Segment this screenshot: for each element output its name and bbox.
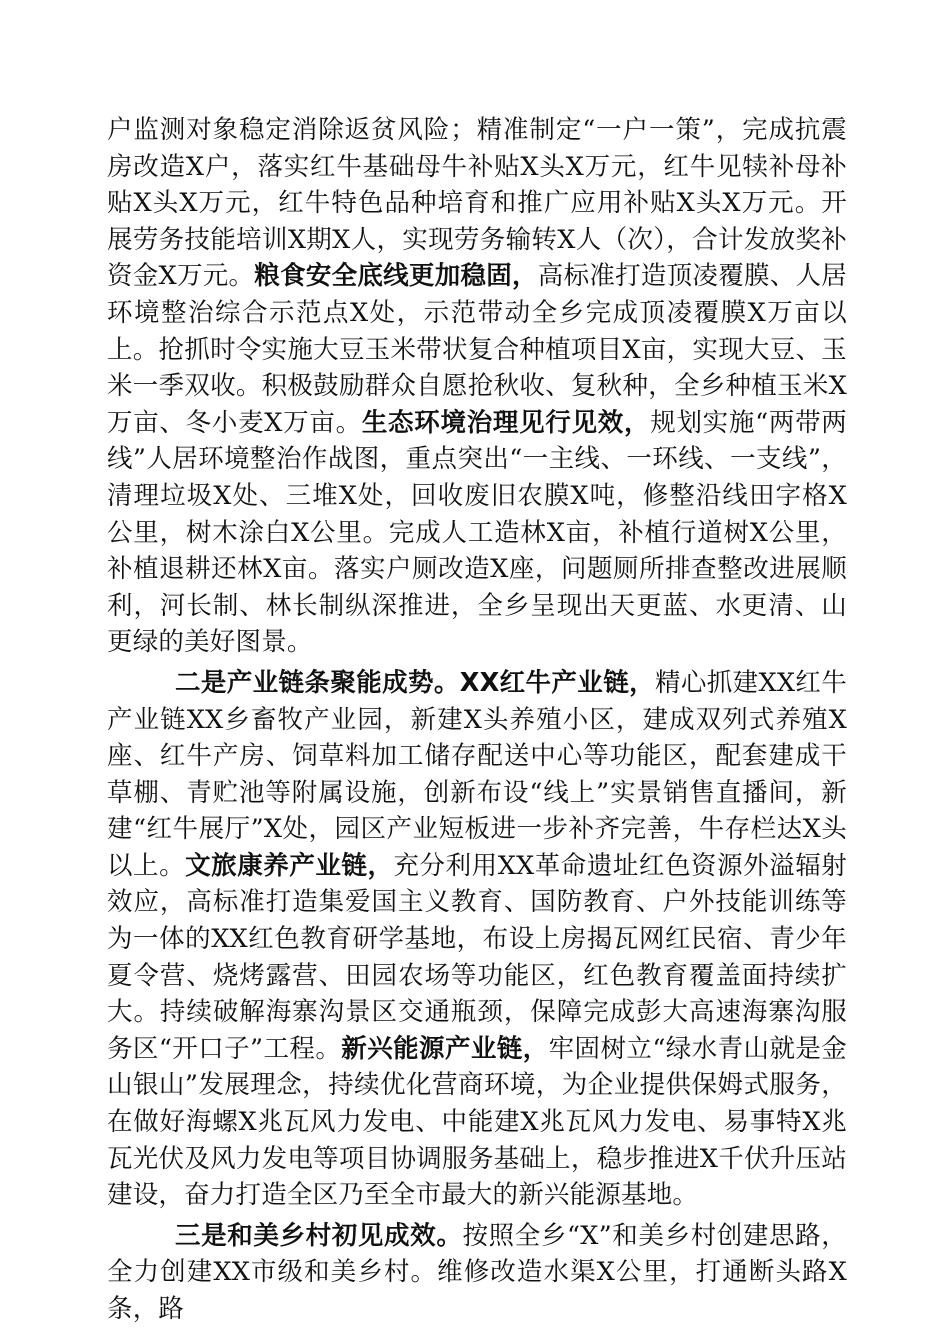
heading-grain-security: 粮食安全底线更加稳固， [254, 261, 538, 292]
paragraph-1 [107, 112, 847, 661]
document-body [107, 112, 847, 1328]
paragraph-3 [107, 1218, 847, 1328]
paragraph-text: 户监测对象稳定消除返贫风险；精准制定“一户一策”，完成抗震房改造X户，落实红牛基础母牛补贴X头X万元，红牛见犊补母补贴X头X万元，红牛特色品种培育和推广应用补贴X头X万元。开展劳务技能培训X期X人，实现劳务输转X人（次），合计发放奖补资金X万元。 [107, 115, 847, 292]
paragraph-text: 精心抓建XX红牛产业链XX乡畜牧产业园，新建X头养殖小区，建成双列式养殖X座、红牛产房、饲草料加工储存配送中心等功能区，配套建成干草棚、青贮池等附属设施，创新布设“线上”实景销售直播间，新建“红牛展厅”X处，园区产业短板进一步补齐完善，牛存栏达X头以上。 [107, 667, 847, 881]
heading-ecological-governance: 生态环境治理见行见效， [361, 407, 651, 438]
paragraph-2 [107, 665, 847, 1214]
paragraph-text: 规划实施“两带两线”人居环境整治作战图，重点突出“一主线、一环线、一支线”，清理垃圾X处、三堆X处，回收废旧农膜X吨，修整沿线田字格X公里，树木涂白X公里。完成人工造林X亩，补植行道树X公里，补植退耕还林X亩。落实户厕改造X座，问题厕所排查整改进展顺利，河长制、林长制纵深推进，全乡呈现出天更蓝、水更清、山更绿的美好图景。 [107, 407, 848, 658]
paragraph-text: 按照全乡“X”和美乡村创建思路，全力创建XX市级和美乡村。维修改造水渠X公里，打通断头路X条，路 [107, 1220, 847, 1324]
paragraph-text: 高标准打造顶凌覆膜、人居环境整治综合示范点X处，示范带动全乡完成顶凌覆膜X万亩以上。抢抓时令实施大豆玉米带状复合种植项目X亩，实现大豆、玉米一季双收。积极鼓励群众自愿抢秋收、复秋种，全乡种植玉米X万亩、冬小麦X万亩。 [107, 261, 847, 438]
paragraph-text: 充分利用XX革命遗址红色资源外溢辐射效应，高标准打造集爱国主义教育、国防教育、户外技能训练等为一体的XX红色教育研学基地，布设上房揭瓦网红民宿、青少年夏令营、烧烤露营、田园农场等功能区，红色教育覆盖面持续扩大。持续破解海寨沟景区交通瓶颈，保障完成彭大高速海寨沟服务区“开口子”工程。 [107, 850, 847, 1064]
heading-new-energy-chain: 新兴能源产业链， [341, 1033, 549, 1064]
heading-beautiful-villages: 三是和美乡村初见成效。 [175, 1220, 463, 1251]
heading-industry-chain: 二是产业链条聚能成势。XX红牛产业链， [175, 667, 655, 698]
heading-culture-tourism-chain: 文旅康养产业链， [185, 850, 394, 881]
paragraph-text: 牢固树立“绿水青山就是金山银山”发展理念，持续优化营商环境，为企业提供保姆式服务，在做好海螺X兆瓦风力发电、中能建X兆瓦风力发电、易事特X兆瓦光伏及风力发电等项目协调服务基础上，稳步推进X千伏升压站建设，奋力打造全区乃至全市最大的新兴能源基地。 [107, 1033, 847, 1211]
